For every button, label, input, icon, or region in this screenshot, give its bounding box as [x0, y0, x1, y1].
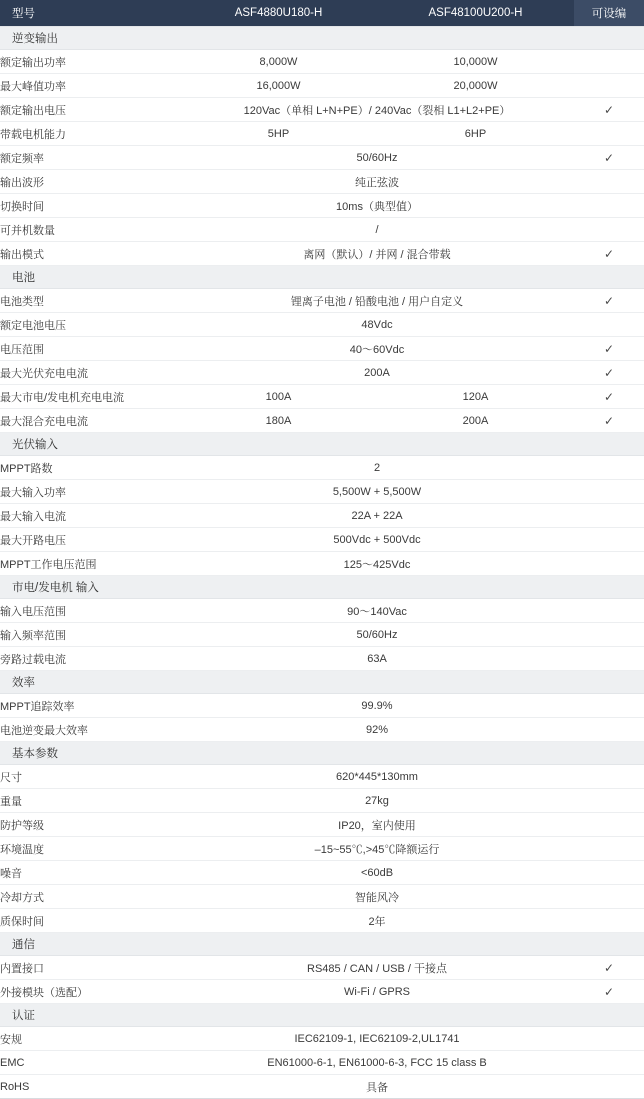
row-value-merged: –15~55℃,>45℃降额运行: [180, 837, 574, 861]
configurable-empty: [574, 74, 644, 98]
configurable-empty: [574, 504, 644, 528]
row-label: 重量: [0, 789, 180, 813]
table-row: [0, 289, 644, 313]
table-row: [0, 313, 644, 337]
row-value-merged: IP20，室内使用: [180, 813, 574, 837]
row-value-model-1: 16,000W: [180, 74, 377, 98]
configurable-empty: [574, 194, 644, 218]
row-value-merged: 22A + 22A: [180, 504, 574, 528]
row-label: 旁路过载电流: [0, 647, 180, 671]
configurable-check-icon: ✓: [574, 385, 644, 409]
row-label: 最大输入电流: [0, 504, 180, 528]
row-value-model-2: 120A: [377, 385, 574, 409]
row-label: MPPT路数: [0, 456, 180, 480]
row-value-merged: 99.9%: [180, 694, 574, 718]
table-row: [0, 813, 644, 837]
table-row: [0, 765, 644, 789]
configurable-empty: [574, 813, 644, 837]
table-row: [0, 885, 644, 909]
table-row: [0, 456, 644, 480]
row-label: MPPT工作电压范围: [0, 552, 180, 576]
row-label: 噪音: [0, 861, 180, 885]
row-value-merged: 40～60Vdc: [180, 337, 574, 361]
header-row: [0, 0, 644, 27]
row-label: 带载电机能力: [0, 122, 180, 146]
row-value-merged: 50/60Hz: [180, 623, 574, 647]
row-value-model-2: 200A: [377, 409, 574, 433]
row-label: 可并机数量: [0, 218, 180, 242]
configurable-empty: [574, 718, 644, 742]
row-label: 最大混合充电电流: [0, 409, 180, 433]
row-value-merged: IEC62109-1, IEC62109-2,UL1741: [180, 1027, 574, 1051]
table-row: [0, 74, 644, 98]
configurable-empty: [574, 480, 644, 504]
row-value-merged: 2: [180, 456, 574, 480]
configurable-empty: [574, 765, 644, 789]
row-value-merged: 50/60Hz: [180, 146, 574, 170]
row-label: 输入频率范围: [0, 623, 180, 647]
row-label: 最大峰值功率: [0, 74, 180, 98]
configurable-empty: [574, 528, 644, 552]
row-value-merged: 具备: [180, 1075, 574, 1099]
row-label: 最大开路电压: [0, 528, 180, 552]
header-configurable: 可设编: [574, 0, 644, 27]
configurable-check-icon: ✓: [574, 361, 644, 385]
configurable-empty: [574, 623, 644, 647]
table-row: [0, 50, 644, 74]
section-row: [0, 742, 644, 765]
row-value-merged: 125～425Vdc: [180, 552, 574, 576]
configurable-empty: [574, 313, 644, 337]
row-label: 安规: [0, 1027, 180, 1051]
row-value-merged: /: [180, 218, 574, 242]
row-value-merged: RS485 / CAN / USB / 干接点: [180, 956, 574, 980]
table-row: [0, 337, 644, 361]
row-value-merged: 620*445*130mm: [180, 765, 574, 789]
row-value-merged: 92%: [180, 718, 574, 742]
configurable-empty: [574, 1051, 644, 1075]
row-label: 尺寸: [0, 765, 180, 789]
section-title: 效率: [0, 671, 644, 694]
table-body: [0, 27, 644, 1099]
row-label: 输入电压范围: [0, 599, 180, 623]
table-row: [0, 242, 644, 266]
configurable-empty: [574, 1075, 644, 1099]
row-value-merged: 纯正弦波: [180, 170, 574, 194]
header-model-2: ASF48100U200-H: [377, 0, 574, 27]
configurable-check-icon: ✓: [574, 956, 644, 980]
row-value-merged: 锂离子电池 / 铅酸电池 / 用户自定义: [180, 289, 574, 313]
configurable-empty: [574, 789, 644, 813]
table-row: [0, 361, 644, 385]
configurable-check-icon: ✓: [574, 337, 644, 361]
row-label: 额定电池电压: [0, 313, 180, 337]
section-row: [0, 933, 644, 956]
table-row: [0, 552, 644, 576]
section-row: [0, 576, 644, 599]
row-label: 质保时间: [0, 909, 180, 933]
row-value-merged: 200A: [180, 361, 574, 385]
section-title: 光伏输入: [0, 433, 644, 456]
table-row: [0, 218, 644, 242]
table-row: [0, 647, 644, 671]
table-row: [0, 980, 644, 1004]
row-label: 内置接口: [0, 956, 180, 980]
row-value-merged: 48Vdc: [180, 313, 574, 337]
configurable-check-icon: ✓: [574, 98, 644, 122]
table-row: [0, 385, 644, 409]
row-label: 外接模块（选配）: [0, 980, 180, 1004]
row-value-model-1: 100A: [180, 385, 377, 409]
configurable-empty: [574, 694, 644, 718]
section-title: 逆变输出: [0, 27, 644, 50]
configurable-check-icon: ✓: [574, 980, 644, 1004]
row-value-merged: 离网（默认）/ 并网 / 混合带载: [180, 242, 574, 266]
table-row: [0, 789, 644, 813]
row-label: 电池逆变最大效率: [0, 718, 180, 742]
table-row: [0, 170, 644, 194]
row-value-merged: 120Vac（单相 L+N+PE）/ 240Vac（裂相 L1+L2+PE）: [180, 98, 574, 122]
row-label: EMC: [0, 1051, 180, 1075]
table-row: [0, 837, 644, 861]
row-label: 输出波形: [0, 170, 180, 194]
row-label: RoHS: [0, 1075, 180, 1099]
row-value-merged: 智能风冷: [180, 885, 574, 909]
row-value-merged: EN61000-6-1, EN61000-6-3, FCC 15 class B: [180, 1051, 574, 1075]
section-title: 市电/发电机 输入: [0, 576, 644, 599]
row-label: MPPT追踪效率: [0, 694, 180, 718]
section-row: [0, 1004, 644, 1027]
table-row: [0, 694, 644, 718]
row-value-merged: 27kg: [180, 789, 574, 813]
row-label: 电压范围: [0, 337, 180, 361]
section-title: 认证: [0, 1004, 644, 1027]
header-model-1: ASF4880U180-H: [180, 0, 377, 27]
configurable-empty: [574, 837, 644, 861]
row-label: 输出模式: [0, 242, 180, 266]
section-title: 电池: [0, 266, 644, 289]
row-label: 环境温度: [0, 837, 180, 861]
row-label: 防护等级: [0, 813, 180, 837]
table-row: [0, 528, 644, 552]
row-label: 额定输出电压: [0, 98, 180, 122]
section-row: [0, 671, 644, 694]
table-row: [0, 122, 644, 146]
table-row: [0, 909, 644, 933]
row-label: 最大输入功率: [0, 480, 180, 504]
row-value-merged: 63A: [180, 647, 574, 671]
row-value-merged: 10ms（典型值）: [180, 194, 574, 218]
table-row: [0, 956, 644, 980]
section-row: [0, 266, 644, 289]
table-row: [0, 146, 644, 170]
row-value-model-1: 8,000W: [180, 50, 377, 74]
header-model-label: 型号: [0, 0, 180, 27]
row-value-merged: 2年: [180, 909, 574, 933]
configurable-check-icon: ✓: [574, 289, 644, 313]
configurable-empty: [574, 122, 644, 146]
row-label: 电池类型: [0, 289, 180, 313]
configurable-check-icon: ✓: [574, 409, 644, 433]
row-label: 额定频率: [0, 146, 180, 170]
table-row: [0, 194, 644, 218]
section-row: [0, 27, 644, 50]
table-row: [0, 480, 644, 504]
row-label: 最大市电/发电机充电电流: [0, 385, 180, 409]
configurable-empty: [574, 456, 644, 480]
configurable-empty: [574, 552, 644, 576]
table-row: [0, 504, 644, 528]
row-value-merged: 500Vdc + 500Vdc: [180, 528, 574, 552]
configurable-empty: [574, 885, 644, 909]
configurable-check-icon: ✓: [574, 242, 644, 266]
section-row: [0, 433, 644, 456]
configurable-empty: [574, 909, 644, 933]
row-label: 冷却方式: [0, 885, 180, 909]
configurable-empty: [574, 218, 644, 242]
configurable-empty: [574, 50, 644, 74]
table-header: [0, 0, 644, 27]
row-value-merged: Wi-Fi / GPRS: [180, 980, 574, 1004]
table-row: [0, 98, 644, 122]
row-label: 额定输出功率: [0, 50, 180, 74]
table-row: [0, 409, 644, 433]
configurable-empty: [574, 170, 644, 194]
table-row: [0, 623, 644, 647]
configurable-empty: [574, 861, 644, 885]
row-value-merged: 90～140Vac: [180, 599, 574, 623]
table-row: [0, 718, 644, 742]
configurable-empty: [574, 1027, 644, 1051]
configurable-check-icon: ✓: [574, 146, 644, 170]
row-value-model-2: 6HP: [377, 122, 574, 146]
row-value-merged: <60dB: [180, 861, 574, 885]
row-value-model-2: 10,000W: [377, 50, 574, 74]
section-title: 基本参数: [0, 742, 644, 765]
row-value-model-1: 5HP: [180, 122, 377, 146]
table-row: [0, 1027, 644, 1051]
row-label: 切换时间: [0, 194, 180, 218]
section-title: 通信: [0, 933, 644, 956]
row-label: 最大光伏充电电流: [0, 361, 180, 385]
row-value-merged: 5,500W + 5,500W: [180, 480, 574, 504]
row-value-model-1: 180A: [180, 409, 377, 433]
table-row: [0, 599, 644, 623]
configurable-empty: [574, 647, 644, 671]
row-value-model-2: 20,000W: [377, 74, 574, 98]
configurable-empty: [574, 599, 644, 623]
table-row: [0, 1051, 644, 1075]
table-row: [0, 1075, 644, 1099]
table-row: [0, 861, 644, 885]
